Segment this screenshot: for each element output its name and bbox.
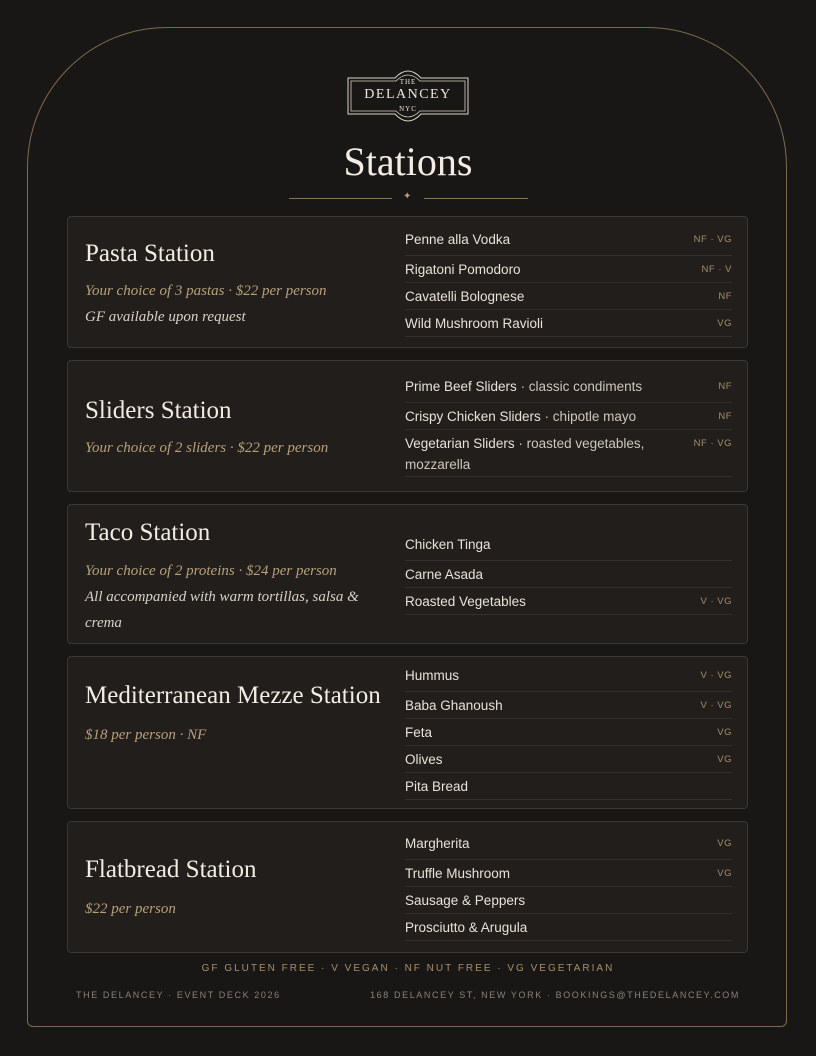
dietary-tags: NF · VG xyxy=(693,234,732,245)
logo-top-text: THE xyxy=(399,78,417,86)
station-title: Taco Station xyxy=(85,519,211,546)
delancey-logo xyxy=(347,66,469,126)
logo-name-text: DELANCEY xyxy=(364,87,452,102)
menu-item: Carne Asada xyxy=(405,561,732,588)
station-title: Flatbread Station xyxy=(85,856,257,883)
station-card-flatbread xyxy=(67,821,748,953)
menu-item: Feta VG xyxy=(405,719,732,746)
station-price: Your choice of 2 proteins · $24 per person xyxy=(85,563,337,579)
station-price: $22 per person xyxy=(85,901,176,917)
menu-item: Truffle Mushroom VG xyxy=(405,860,732,887)
dietary-tags: NF xyxy=(718,381,732,392)
menu-item: Sausage & Peppers xyxy=(405,887,732,914)
dietary-tags: NF xyxy=(718,291,732,302)
menu-item: Prime Beef Sliders · classic condiments NF xyxy=(405,376,732,403)
menu-item: Roasted Vegetables V · VG xyxy=(405,588,732,615)
menu-item: Crispy Chicken Sliders · chipotle mayo NF xyxy=(405,403,732,430)
dietary-legend: GF GLUTEN FREE · V VEGAN · NF NUT FREE · VG VEGETARIAN xyxy=(201,963,615,974)
dietary-tags: VG xyxy=(717,868,732,879)
station-title: Sliders Station xyxy=(85,397,232,424)
menu-item: Penne alla Vodka NF · VG xyxy=(405,229,732,256)
station-card-mezze xyxy=(67,656,748,809)
station-note: All accompanied with warm tortillas, salsa & crema xyxy=(85,589,359,631)
station-title: Mediterranean Mezze Station xyxy=(85,682,381,709)
footer-right: 168 DELANCEY ST, NEW YORK · BOOKINGS@THEDELANCEY.COM xyxy=(370,990,740,1000)
dietary-tags: VG xyxy=(717,318,732,329)
menu-item: Vegetarian Sliders · roasted vegetables, mozzarella NF · VG xyxy=(405,430,732,477)
menu-item: Margherita VG xyxy=(405,833,732,860)
dietary-tags: NF · V xyxy=(701,264,732,275)
menu-item: Prosciutto & Arugula xyxy=(405,914,732,941)
dietary-tags: VG xyxy=(717,838,732,849)
menu-item: Hummus V · VG xyxy=(405,665,732,692)
station-card-taco xyxy=(67,504,748,644)
dietary-tags: V · VG xyxy=(700,670,732,681)
dietary-tags: NF xyxy=(718,411,732,422)
dietary-tags: V · VG xyxy=(700,596,732,607)
menu-item: Baba Ghanoush V · VG xyxy=(405,692,732,719)
station-price: $18 per person · NF xyxy=(85,727,207,743)
menu-item: Pita Bread xyxy=(405,773,732,800)
menu-item: Wild Mushroom Ravioli VG xyxy=(405,310,732,337)
dietary-tags: V · VG xyxy=(700,700,732,711)
page-title: Stations xyxy=(343,139,473,184)
station-price: Your choice of 2 sliders · $22 per person xyxy=(85,440,329,456)
footer-left: THE DELANCEY · EVENT DECK 2026 xyxy=(76,990,281,1000)
station-title: Pasta Station xyxy=(85,240,215,267)
dietary-tags: VG xyxy=(717,754,732,765)
logo-bottom-text: NYC xyxy=(399,105,417,113)
menu-item: Olives VG xyxy=(405,746,732,773)
menu-item: Cavatelli Bolognese NF xyxy=(405,283,732,310)
station-price: Your choice of 3 pastas · $22 per person xyxy=(85,283,327,299)
station-card-sliders xyxy=(67,360,748,492)
dietary-tags: VG xyxy=(717,727,732,738)
title-rule-right xyxy=(424,198,528,199)
station-card-pasta xyxy=(67,216,748,348)
menu-item: Chicken Tinga xyxy=(405,534,732,561)
station-note: GF available upon request xyxy=(85,309,246,325)
title-rule-left xyxy=(289,198,392,199)
dietary-tags: NF · VG xyxy=(693,438,732,449)
menu-item: Rigatoni Pomodoro NF · V xyxy=(405,256,732,283)
sparkle-icon: ✦ xyxy=(403,191,412,202)
